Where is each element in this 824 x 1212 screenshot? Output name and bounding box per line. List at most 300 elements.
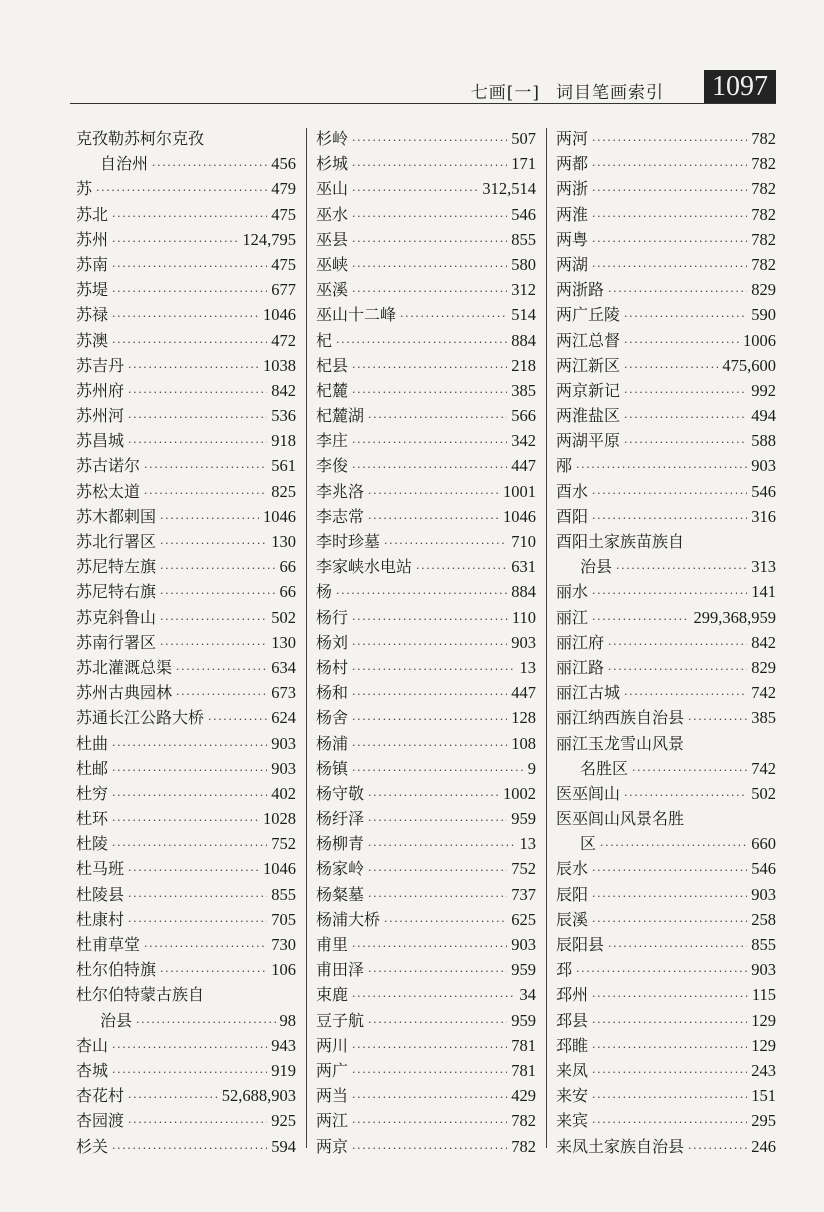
- dot-leader: [112, 808, 259, 833]
- index-entry: [556, 328, 776, 353]
- entry-term: 苏: [76, 179, 93, 199]
- dot-leader: [352, 279, 507, 304]
- index-entry: [556, 1033, 776, 1058]
- entry-term: 巫溪: [316, 280, 349, 300]
- index-entry: [556, 202, 776, 227]
- index-entry: [316, 655, 536, 680]
- dot-leader: [400, 304, 507, 329]
- dot-leader: [352, 153, 507, 178]
- entry-term: 杜邮: [76, 758, 109, 778]
- index-entry: [556, 428, 776, 453]
- entry-term: 苏克斜鲁山: [76, 607, 157, 627]
- entry-term: 杜环: [76, 809, 109, 829]
- entry-term: 两都: [556, 154, 589, 174]
- entry-page-ref: 855: [751, 935, 776, 954]
- dot-leader: [592, 1085, 747, 1110]
- dot-leader: [144, 934, 267, 959]
- dot-leader: [352, 128, 507, 153]
- entry-term: 杨: [316, 582, 333, 602]
- index-entry: [556, 655, 776, 680]
- dot-leader: [160, 531, 267, 556]
- index-entry: [556, 126, 776, 151]
- entry-page-ref: 884: [511, 582, 536, 602]
- dot-leader: [112, 783, 267, 808]
- index-entry: [316, 378, 536, 403]
- entry-term: 两江新区: [556, 355, 621, 375]
- entry-term: 酉阳: [556, 506, 589, 526]
- dot-leader: [624, 380, 747, 405]
- entry-page-ref: 919: [271, 1060, 296, 1080]
- entry-term: 李兆洛: [316, 481, 365, 501]
- index-entry: [76, 781, 296, 806]
- dot-leader: [592, 204, 747, 229]
- dot-leader: [624, 783, 747, 808]
- dot-leader: [336, 330, 507, 355]
- index-entry: [76, 453, 296, 478]
- index-entry: [316, 403, 536, 428]
- entry-term: 李庄: [316, 431, 349, 451]
- entry-term: 苏南: [76, 254, 109, 274]
- index-column-3: [556, 126, 776, 1159]
- entry-term: 丽江玉龙雪山风景: [556, 733, 685, 753]
- dot-leader: [368, 405, 507, 430]
- index-entry: [316, 453, 536, 478]
- index-entry: [556, 277, 776, 302]
- dot-leader: [576, 959, 747, 984]
- dot-leader: [624, 355, 718, 380]
- dot-leader: [608, 657, 747, 682]
- index-entry: [76, 529, 296, 554]
- entry-page-ref: 925: [271, 1111, 296, 1131]
- entry-page-ref: 171: [511, 154, 536, 174]
- index-entry: [556, 579, 776, 604]
- entry-page-ref: 108: [511, 733, 536, 753]
- dot-leader: [112, 1136, 267, 1161]
- entry-page-ref: 782: [751, 204, 776, 224]
- entry-term: 巫县: [316, 229, 349, 249]
- dot-leader: [352, 758, 524, 783]
- entry-page-ref: 66: [279, 582, 296, 602]
- entry-term: 两粤: [556, 229, 589, 249]
- entry-page-ref: 1046: [503, 506, 536, 526]
- index-entry: [556, 252, 776, 277]
- entry-page-ref: 742: [751, 758, 776, 778]
- entry-page-ref: 456: [271, 154, 296, 174]
- dot-leader: [96, 178, 267, 203]
- entry-term: 杨浦: [316, 733, 349, 753]
- index-entry: [76, 1134, 296, 1159]
- entry-term: 苏州: [76, 229, 109, 249]
- index-entry: [76, 277, 296, 302]
- index-entry: [316, 1058, 536, 1083]
- entry-page-ref: 580: [511, 254, 536, 274]
- column-divider: [546, 128, 547, 1148]
- entry-term: 苏州河: [76, 406, 125, 426]
- entry-term: 杨刘: [316, 632, 349, 652]
- entry-page-ref: 566: [511, 406, 536, 426]
- entry-page-ref: 402: [271, 783, 296, 803]
- entry-term: 杜马班: [76, 859, 125, 879]
- index-entry: [556, 151, 776, 176]
- dot-leader: [592, 607, 689, 632]
- dot-leader: [592, 178, 747, 203]
- entry-term: 苏北灌溉总渠: [76, 657, 173, 677]
- entry-page-ref: 429: [511, 1086, 536, 1106]
- dot-leader: [608, 934, 747, 959]
- entry-term: 苏禄: [76, 305, 109, 325]
- entry-page-ref: 447: [511, 683, 536, 703]
- entry-page-ref: 218: [511, 355, 536, 375]
- entry-term: 来凤土家族自治县: [556, 1136, 685, 1156]
- index-entry: [556, 1134, 776, 1159]
- entry-page-ref: 752: [271, 834, 296, 854]
- index-entry: [76, 982, 296, 1007]
- dot-leader: [592, 909, 747, 934]
- entry-page-ref: 258: [751, 909, 776, 929]
- entry-page-ref: 782: [751, 129, 776, 148]
- entry-term: 李志常: [316, 506, 365, 526]
- dot-leader: [592, 1110, 747, 1135]
- dot-leader: [144, 455, 267, 480]
- index-entry: [76, 705, 296, 730]
- index-entry: [76, 428, 296, 453]
- entry-page-ref: 710: [511, 532, 536, 551]
- entry-page-ref: 502: [271, 607, 296, 627]
- entry-term: 治县: [100, 1010, 133, 1030]
- entry-term: 丽江纳西族自治县: [556, 708, 685, 728]
- entry-page-ref: 561: [271, 456, 296, 476]
- dot-leader: [624, 430, 747, 455]
- entry-term: 巫山: [316, 179, 349, 199]
- dot-leader: [352, 1136, 507, 1161]
- dot-leader: [128, 884, 267, 909]
- dot-leader: [112, 229, 238, 254]
- index-entry: [76, 907, 296, 932]
- entry-page-ref: 1028: [263, 809, 296, 829]
- index-entry: [556, 479, 776, 504]
- entry-page-ref: 903: [511, 632, 536, 652]
- entry-page-ref: 536: [271, 406, 296, 426]
- dot-leader: [608, 279, 747, 304]
- entry-page-ref: 624: [271, 708, 296, 728]
- entry-term: 杨村: [316, 657, 349, 677]
- entry-term: 豆子航: [316, 1010, 365, 1030]
- entry-page-ref: 705: [271, 909, 296, 929]
- entry-page-ref: 479: [271, 179, 296, 199]
- dot-leader: [112, 758, 267, 783]
- index-column-1: [76, 126, 296, 1159]
- entry-term: 巫山十二峰: [316, 305, 397, 325]
- index-entry: [556, 882, 776, 907]
- index-entry: [76, 302, 296, 327]
- index-entry: [76, 378, 296, 403]
- index-entry: [316, 831, 536, 856]
- entry-term: 杨行: [316, 607, 349, 627]
- dot-leader: [384, 909, 507, 934]
- index-entry: [316, 479, 536, 504]
- dot-leader: [368, 959, 507, 984]
- entry-term: 辰阳县: [556, 935, 605, 954]
- index-entry: [316, 126, 536, 151]
- index-entry: [316, 504, 536, 529]
- entry-page-ref: 884: [511, 330, 536, 350]
- index-entry: [316, 957, 536, 982]
- dot-leader: [592, 1035, 747, 1060]
- index-entry: [76, 252, 296, 277]
- column-divider: [306, 128, 307, 1148]
- entry-page-ref: 52,688,903: [221, 1086, 296, 1106]
- index-entry: [76, 680, 296, 705]
- entry-page-ref: 782: [751, 229, 776, 249]
- index-entry: [76, 403, 296, 428]
- dot-leader: [352, 1060, 507, 1085]
- entry-page-ref: 903: [511, 935, 536, 954]
- dot-leader: [368, 884, 507, 909]
- index-entry: [76, 957, 296, 982]
- entry-page-ref: 385: [751, 708, 776, 728]
- dot-leader: [136, 1010, 275, 1035]
- entry-term: 苏吉丹: [76, 355, 125, 375]
- dot-leader: [352, 1035, 507, 1060]
- index-column-2: [316, 126, 536, 1159]
- entry-page-ref: 546: [751, 481, 776, 501]
- dot-leader: [624, 330, 739, 355]
- entry-page-ref: 634: [271, 657, 296, 677]
- index-entry: [76, 579, 296, 604]
- dot-leader: [160, 556, 275, 581]
- entry-term: 杞县: [316, 355, 349, 375]
- index-entry: [556, 353, 776, 378]
- index-entry: [316, 1008, 536, 1033]
- dot-leader: [632, 758, 747, 783]
- entry-term: 区: [580, 834, 597, 854]
- dot-leader: [592, 884, 747, 909]
- entry-term: 两广: [316, 1060, 349, 1080]
- entry-page-ref: 299,368,959: [693, 607, 776, 627]
- index-entry: [76, 932, 296, 957]
- entry-term: 丽江府: [556, 632, 605, 652]
- entry-page-ref: 855: [271, 884, 296, 904]
- entry-page-ref: 959: [511, 1010, 536, 1030]
- entry-term: 苏北: [76, 204, 109, 224]
- entry-term: 苏北行署区: [76, 532, 157, 551]
- dot-leader: [368, 1010, 507, 1035]
- entry-page-ref: 903: [751, 960, 776, 980]
- index-entry: [556, 1083, 776, 1108]
- entry-term: 巫水: [316, 204, 349, 224]
- entry-term: 苏澳: [76, 330, 109, 350]
- dot-leader: [128, 858, 259, 883]
- entry-term: 克孜勒苏柯尔克孜: [76, 129, 205, 148]
- entry-page-ref: 494: [751, 406, 776, 426]
- entry-term: 两广丘陵: [556, 305, 621, 325]
- dot-leader: [160, 506, 259, 531]
- entry-page-ref: 129: [751, 1010, 776, 1030]
- entry-term: 苏州府: [76, 380, 125, 400]
- index-entry: [76, 882, 296, 907]
- index-entry: [76, 655, 296, 680]
- dot-leader: [368, 481, 499, 506]
- index-entry: [76, 756, 296, 781]
- entry-page-ref: 342: [511, 431, 536, 451]
- index-entry: [76, 176, 296, 201]
- index-entry: [556, 982, 776, 1007]
- dot-leader: [368, 808, 507, 833]
- dot-leader: [352, 707, 507, 732]
- index-entry: [76, 831, 296, 856]
- dot-leader: [368, 833, 515, 858]
- entry-term: 杏城: [76, 1060, 109, 1080]
- entry-term: 两江: [316, 1111, 349, 1131]
- entry-term: 自治州: [100, 154, 149, 174]
- entry-term: 两湖平原: [556, 431, 621, 451]
- index-entry: [316, 176, 536, 201]
- index-entry: [556, 529, 776, 554]
- dot-leader: [352, 934, 507, 959]
- entry-term: 两湖: [556, 254, 589, 274]
- entry-page-ref: 1038: [263, 355, 296, 375]
- index-entry: [316, 277, 536, 302]
- dot-leader: [176, 682, 267, 707]
- entry-term: 巫峡: [316, 254, 349, 274]
- index-entry: [76, 353, 296, 378]
- entry-term: 两河: [556, 129, 589, 148]
- index-entry: [316, 806, 536, 831]
- entry-term: 两淮: [556, 204, 589, 224]
- index-entry: [556, 756, 776, 781]
- entry-page-ref: 742: [751, 683, 776, 703]
- index-entry: [316, 529, 536, 554]
- entry-term: 来凤: [556, 1060, 589, 1080]
- entry-page-ref: 312: [511, 280, 536, 300]
- entry-page-ref: 243: [751, 1060, 776, 1080]
- entry-page-ref: 590: [751, 305, 776, 325]
- index-entry: [556, 453, 776, 478]
- entry-page-ref: 943: [271, 1035, 296, 1055]
- index-entry: [316, 856, 536, 881]
- entry-page-ref: 514: [511, 305, 536, 325]
- dot-leader: [592, 229, 747, 254]
- entry-term: 两当: [316, 1086, 349, 1106]
- dot-leader: [160, 632, 267, 657]
- entry-page-ref: 660: [751, 834, 776, 854]
- dot-leader: [600, 833, 747, 858]
- running-head: [471, 78, 664, 103]
- entry-term: 苏堤: [76, 280, 109, 300]
- entry-page-ref: 782: [751, 179, 776, 199]
- index-entry: [556, 856, 776, 881]
- entry-page-ref: 903: [271, 733, 296, 753]
- dot-leader: [416, 556, 507, 581]
- entry-page-ref: 903: [751, 884, 776, 904]
- index-entry: [76, 1108, 296, 1133]
- index-entry: [316, 252, 536, 277]
- dot-leader: [352, 733, 507, 758]
- entry-page-ref: 781: [511, 1035, 536, 1055]
- entry-page-ref: 546: [751, 859, 776, 879]
- entry-page-ref: 130: [271, 632, 296, 652]
- entry-page-ref: 385: [511, 380, 536, 400]
- dot-leader: [616, 556, 747, 581]
- dot-leader: [128, 405, 267, 430]
- entry-page-ref: 110: [511, 607, 536, 627]
- dot-leader: [352, 380, 507, 405]
- entry-term: 杉城: [316, 154, 349, 174]
- entry-term: 杨柳青: [316, 834, 365, 854]
- dot-leader: [160, 959, 267, 984]
- dot-leader: [112, 279, 267, 304]
- header-rule: [70, 103, 776, 104]
- entry-term: 杞: [316, 330, 333, 350]
- entry-page-ref: 730: [271, 935, 296, 954]
- entry-page-ref: 98: [279, 1010, 296, 1030]
- index-entry: [316, 1108, 536, 1133]
- entry-term: 邳州: [556, 985, 589, 1005]
- dot-leader: [336, 581, 507, 606]
- entry-page-ref: 842: [271, 380, 296, 400]
- entry-term: 两京新记: [556, 380, 621, 400]
- entry-page-ref: 475: [271, 204, 296, 224]
- dot-leader: [688, 707, 747, 732]
- entry-term: 李时珍墓: [316, 532, 381, 551]
- entry-term: 辰阳: [556, 884, 589, 904]
- page-number-badge: 1097: [704, 70, 776, 104]
- stroke-section-label: 七画[一]: [470, 83, 540, 103]
- index-entry: [316, 680, 536, 705]
- dot-leader: [352, 632, 507, 657]
- index-entry: [556, 705, 776, 730]
- dot-leader: [128, 380, 267, 405]
- entry-page-ref: 141: [751, 582, 776, 602]
- entry-page-ref: 594: [271, 1136, 296, 1156]
- entry-term: 苏昌城: [76, 431, 125, 451]
- entry-term: 杜尔伯特蒙古族自: [76, 985, 205, 1005]
- dot-leader: [352, 607, 508, 632]
- index-entry: [556, 504, 776, 529]
- entry-page-ref: 502: [751, 783, 776, 803]
- dot-leader: [592, 254, 747, 279]
- entry-page-ref: 625: [511, 909, 536, 929]
- index-entry: [316, 882, 536, 907]
- entry-page-ref: 782: [751, 254, 776, 274]
- dot-leader: [592, 128, 747, 153]
- dot-leader: [112, 254, 267, 279]
- entry-term: 邳: [556, 960, 573, 980]
- dot-leader: [176, 657, 267, 682]
- index-entry: [316, 1033, 536, 1058]
- index-entry: [556, 1058, 776, 1083]
- entry-page-ref: 9: [527, 758, 536, 778]
- entry-page-ref: 959: [511, 809, 536, 829]
- index-title: 词目笔画索引: [556, 83, 664, 103]
- entry-page-ref: 316: [751, 506, 776, 526]
- entry-term: 甫里: [316, 935, 349, 954]
- dot-leader: [144, 481, 267, 506]
- entry-page-ref: 129: [751, 1035, 776, 1055]
- entry-page-ref: 546: [511, 204, 536, 224]
- dot-leader: [352, 1085, 507, 1110]
- entry-term: 苏尼特左旗: [76, 557, 157, 577]
- dot-leader: [112, 1060, 267, 1085]
- entry-term: 丽水: [556, 582, 589, 602]
- index-entry: [316, 151, 536, 176]
- index-entry: [316, 428, 536, 453]
- entry-page-ref: 106: [271, 960, 296, 980]
- entry-page-ref: 472: [271, 330, 296, 350]
- index-entry: [316, 1134, 536, 1159]
- entry-term: 两京: [316, 1136, 349, 1156]
- entry-term: 苏木都剌国: [76, 506, 157, 526]
